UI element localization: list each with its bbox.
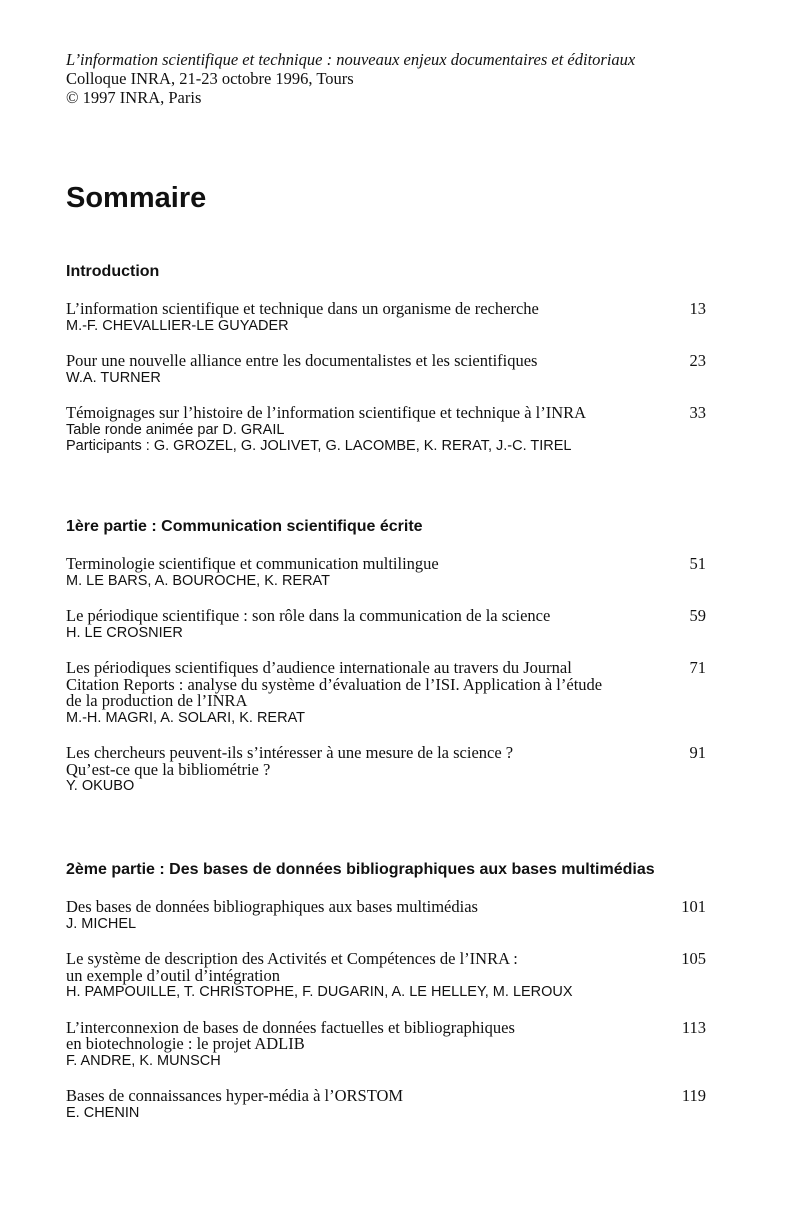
toc-entry [66, 951, 714, 1001]
entry-title: Les périodiques scientifiques d’audience internationale au travers du Journal Citation Reports : analyse du système d’évaluation de l’ISI. Application à l’étude de la production de l’INRA [66, 658, 603, 710]
section-heading: 1ère partie : Communication scientifique écrite [66, 518, 423, 535]
entry-title: L’information scientifique et technique dans un organisme de recherche [66, 299, 539, 318]
entry-authors: Participants : G. GROZEL, G. JOLIVET, G. LACOMBE, K. RERAT, J.-C. TIREL [66, 438, 572, 454]
toc-entry [66, 899, 714, 932]
toc-entry [66, 405, 714, 455]
entry-page-number: 101 [681, 897, 706, 916]
publication-header [66, 50, 635, 107]
entry-title: Le périodique scientifique : son rôle dans la communication de la science [66, 606, 551, 625]
toc-entry [66, 745, 714, 795]
entry-authors: E. CHENIN [66, 1104, 140, 1121]
entry-authors: M.-F. CHEVALLIER-LE GUYADER [66, 317, 289, 334]
entry-title: Témoignages sur l’histoire de l’information scientifique et technique à l’INRA [66, 403, 587, 422]
toc-entry [66, 660, 714, 726]
section-heading: Introduction [66, 263, 160, 280]
entry-authors: M. LE BARS, A. BOUROCHE, K. RERAT [66, 572, 331, 589]
entry-title: Le système de description des Activités et Compétences de l’INRA : un exemple d’outil d’intégration [66, 949, 518, 985]
entry-page-number: 23 [689, 351, 706, 370]
colloquium-info: Colloque INRA, 21-23 octobre 1996, Tours [66, 69, 354, 88]
entry-title: Les chercheurs peuvent-ils s’intéresser à une mesure de la science ? Qu’est-ce que la bibliométrie ? [66, 743, 514, 779]
entry-authors: M.-H. MAGRI, A. SOLARI, K. RERAT [66, 709, 306, 726]
toc-entry [66, 353, 714, 386]
toc-entry [66, 1088, 714, 1121]
entry-title: Pour une nouvelle alliance entre les documentalistes et les scientifiques [66, 351, 538, 370]
entry-authors: W.A. TURNER [66, 369, 161, 386]
toc-entry [66, 301, 714, 334]
entry-title: Bases de connaissances hyper-média à l’ORSTOM [66, 1086, 404, 1105]
entry-page-number: 113 [681, 1017, 706, 1037]
entry-page-number: 59 [689, 606, 706, 625]
entry-title: Des bases de données bibliographiques aux bases multimédias [66, 897, 478, 916]
entry-page-number: 51 [689, 554, 706, 573]
section-part-1 [66, 517, 714, 814]
page-title: Sommaire [66, 182, 207, 214]
entry-title: Terminologie scientifique et communication multilingue [66, 554, 439, 573]
section-introduction [66, 262, 714, 474]
entry-authors: H. PAMPOUILLE, T. CHRISTOPHE, F. DUGARIN, A. LE HELLEY, M. LEROUX [66, 984, 573, 1000]
publication-title: L’information scientifique et technique : nouveaux enjeux documentaires et éditoriaux [66, 50, 636, 69]
entry-authors: Y. OKUBO [66, 778, 135, 794]
toc-entry [66, 1017, 714, 1070]
entry-page-number: 91 [689, 743, 706, 762]
section-heading: 2ème partie : Des bases de données bibliographiques aux bases multimédias [66, 861, 655, 878]
entry-page-number: 119 [681, 1086, 706, 1105]
entry-page-number: 105 [681, 949, 706, 968]
copyright-line: © 1997 INRA, Paris [66, 88, 202, 107]
entry-page-number: 13 [689, 299, 706, 318]
entry-page-number: 33 [689, 403, 706, 422]
entry-subtitle: Table ronde animée par D. GRAIL [66, 421, 285, 438]
toc-entry [66, 556, 714, 589]
entry-authors: F. ANDRE, K. MUNSCH [66, 1052, 221, 1069]
section-part-2 [66, 860, 714, 1140]
entry-authors: J. MICHEL [66, 915, 137, 932]
entry-page-number: 71 [689, 658, 706, 677]
entry-title: L’interconnexion de bases de données factuelles et bibliographiques en biotechnologie : le projet ADLIB [66, 1017, 515, 1053]
toc-entry [66, 608, 714, 641]
entry-authors: H. LE CROSNIER [66, 624, 183, 641]
